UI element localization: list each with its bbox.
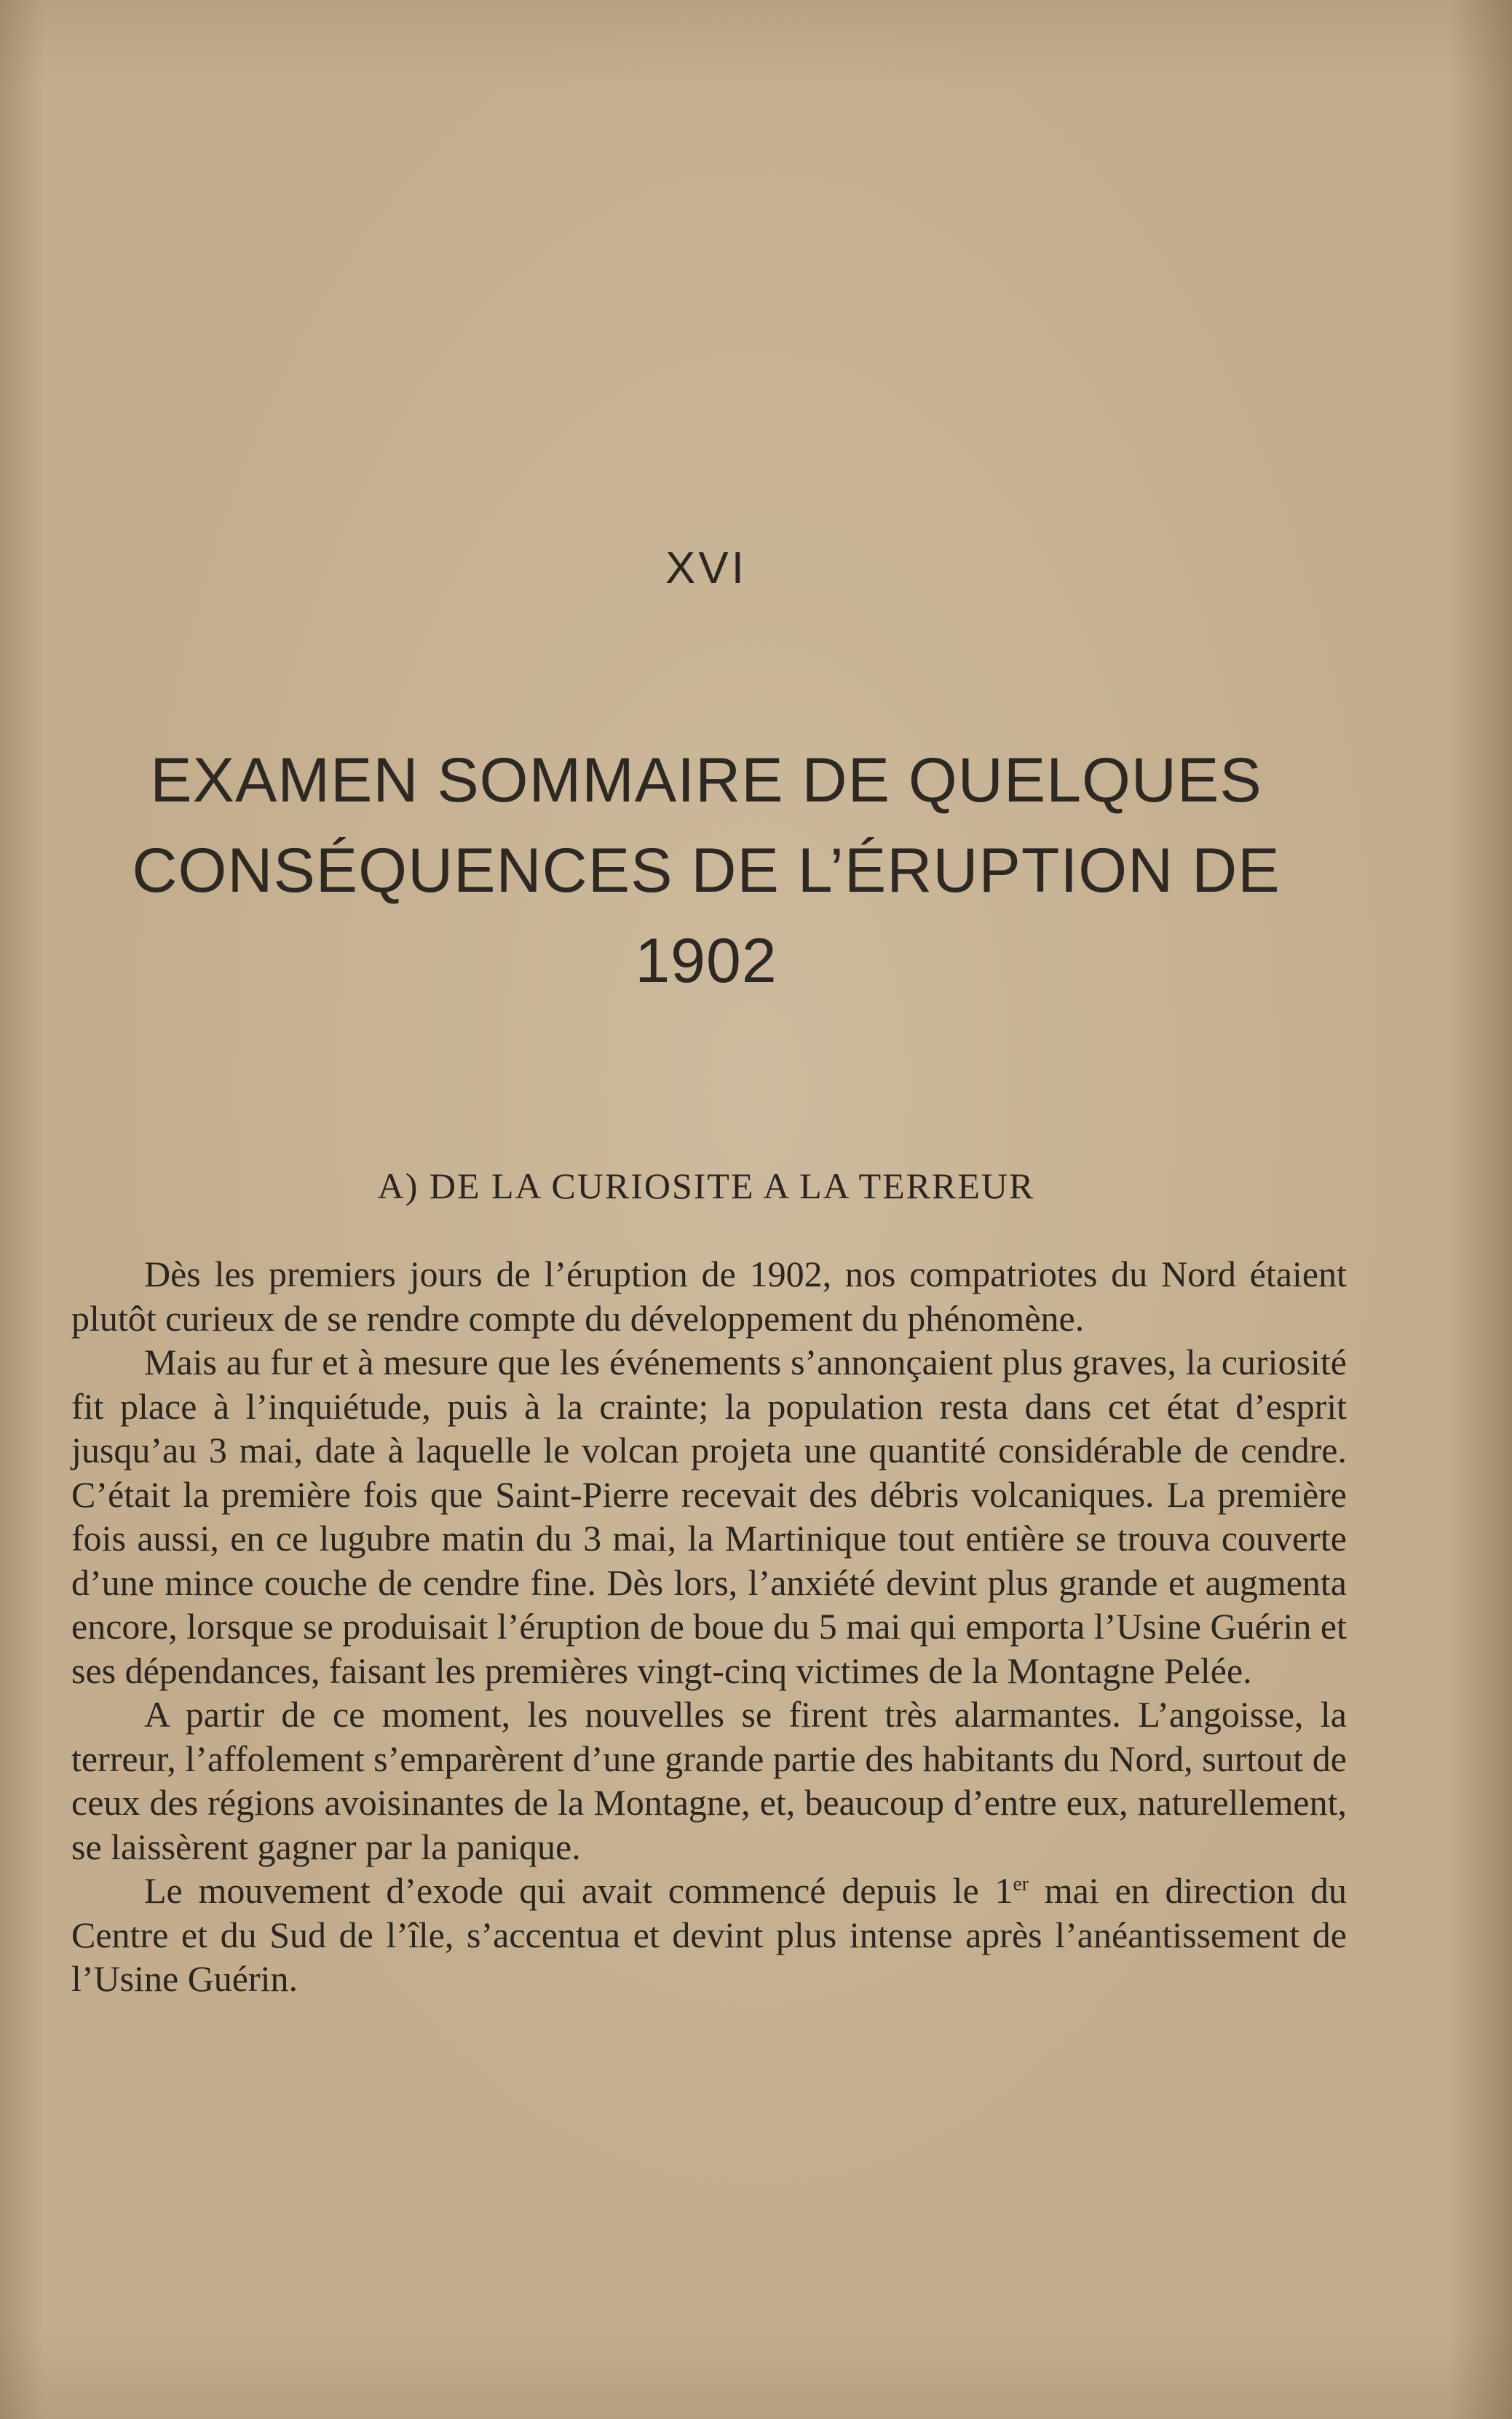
paragraph-4-end: mai en direction du Centre et du Sud de l’île, s’accentua et devint plus intense après l’anéantissement de l’Usine Guérin. [71, 1870, 1347, 1999]
paragraph-2: Mais au fur et à mesure que les événements s’annonçaient plus graves, la curiosité fit place à l’inquiétude, puis à la crainte; la population resta dans cet état d’esprit jusqu’au 3 mai, date à laquelle le volcan projeta une quantité considérable de cendre. C’était la première fois que Saint-Pierre recevait des débris volcaniques. La première fois aussi, en ce lugubre matin du 3 mai, la Martinique tout entière se trouva couverte d’une mince couche de cendre fine. Dès lors, l’anxiété devint plus grande et augmenta encore, lorsque se produisait l’éruption de boue du 5 mai qui emporta l’Usine Guérin et ses dépendances, faisant les premières vingt-cinq victimes de la Montagne Pelée. [71, 1342, 1347, 1691]
body-text [71, 1252, 1347, 2001]
ordinal-superscript: er [1013, 1872, 1029, 1895]
chapter-title [66, 735, 1347, 1006]
paragraph-1: Dès les premiers jours de l’éruption de 1902, nos compatriotes du Nord étaient plutôt curieux de se rendre compte du développement du phénomène. [71, 1254, 1347, 1339]
paragraph-4 [71, 1869, 1347, 2001]
chapter-title-line-2: CONSÉQUENCES DE L’ÉRUPTION DE 1902 [132, 836, 1281, 996]
chapter-number: XVI [665, 543, 747, 593]
section-heading: A) DE LA CURIOSITE A LA TERREUR [377, 1165, 1035, 1206]
chapter-title-line-1: EXAMEN SOMMAIRE DE QUELQUES [150, 745, 1262, 815]
paragraph-3: A partir de ce moment, les nouvelles se firent très alarmantes. L’angoisse, la terreur, l’affolement s’emparèrent d’une grande partie des habitants du Nord, surtout de ceux des régions avoisinantes de la Montagne, et, beaucoup d’entre eux, naturellement, se laissèrent gagner par la panique. [71, 1694, 1347, 1867]
paragraph-4-start: Le mouvement d’exode qui avait commencé depuis le 1 [144, 1870, 1013, 1911]
